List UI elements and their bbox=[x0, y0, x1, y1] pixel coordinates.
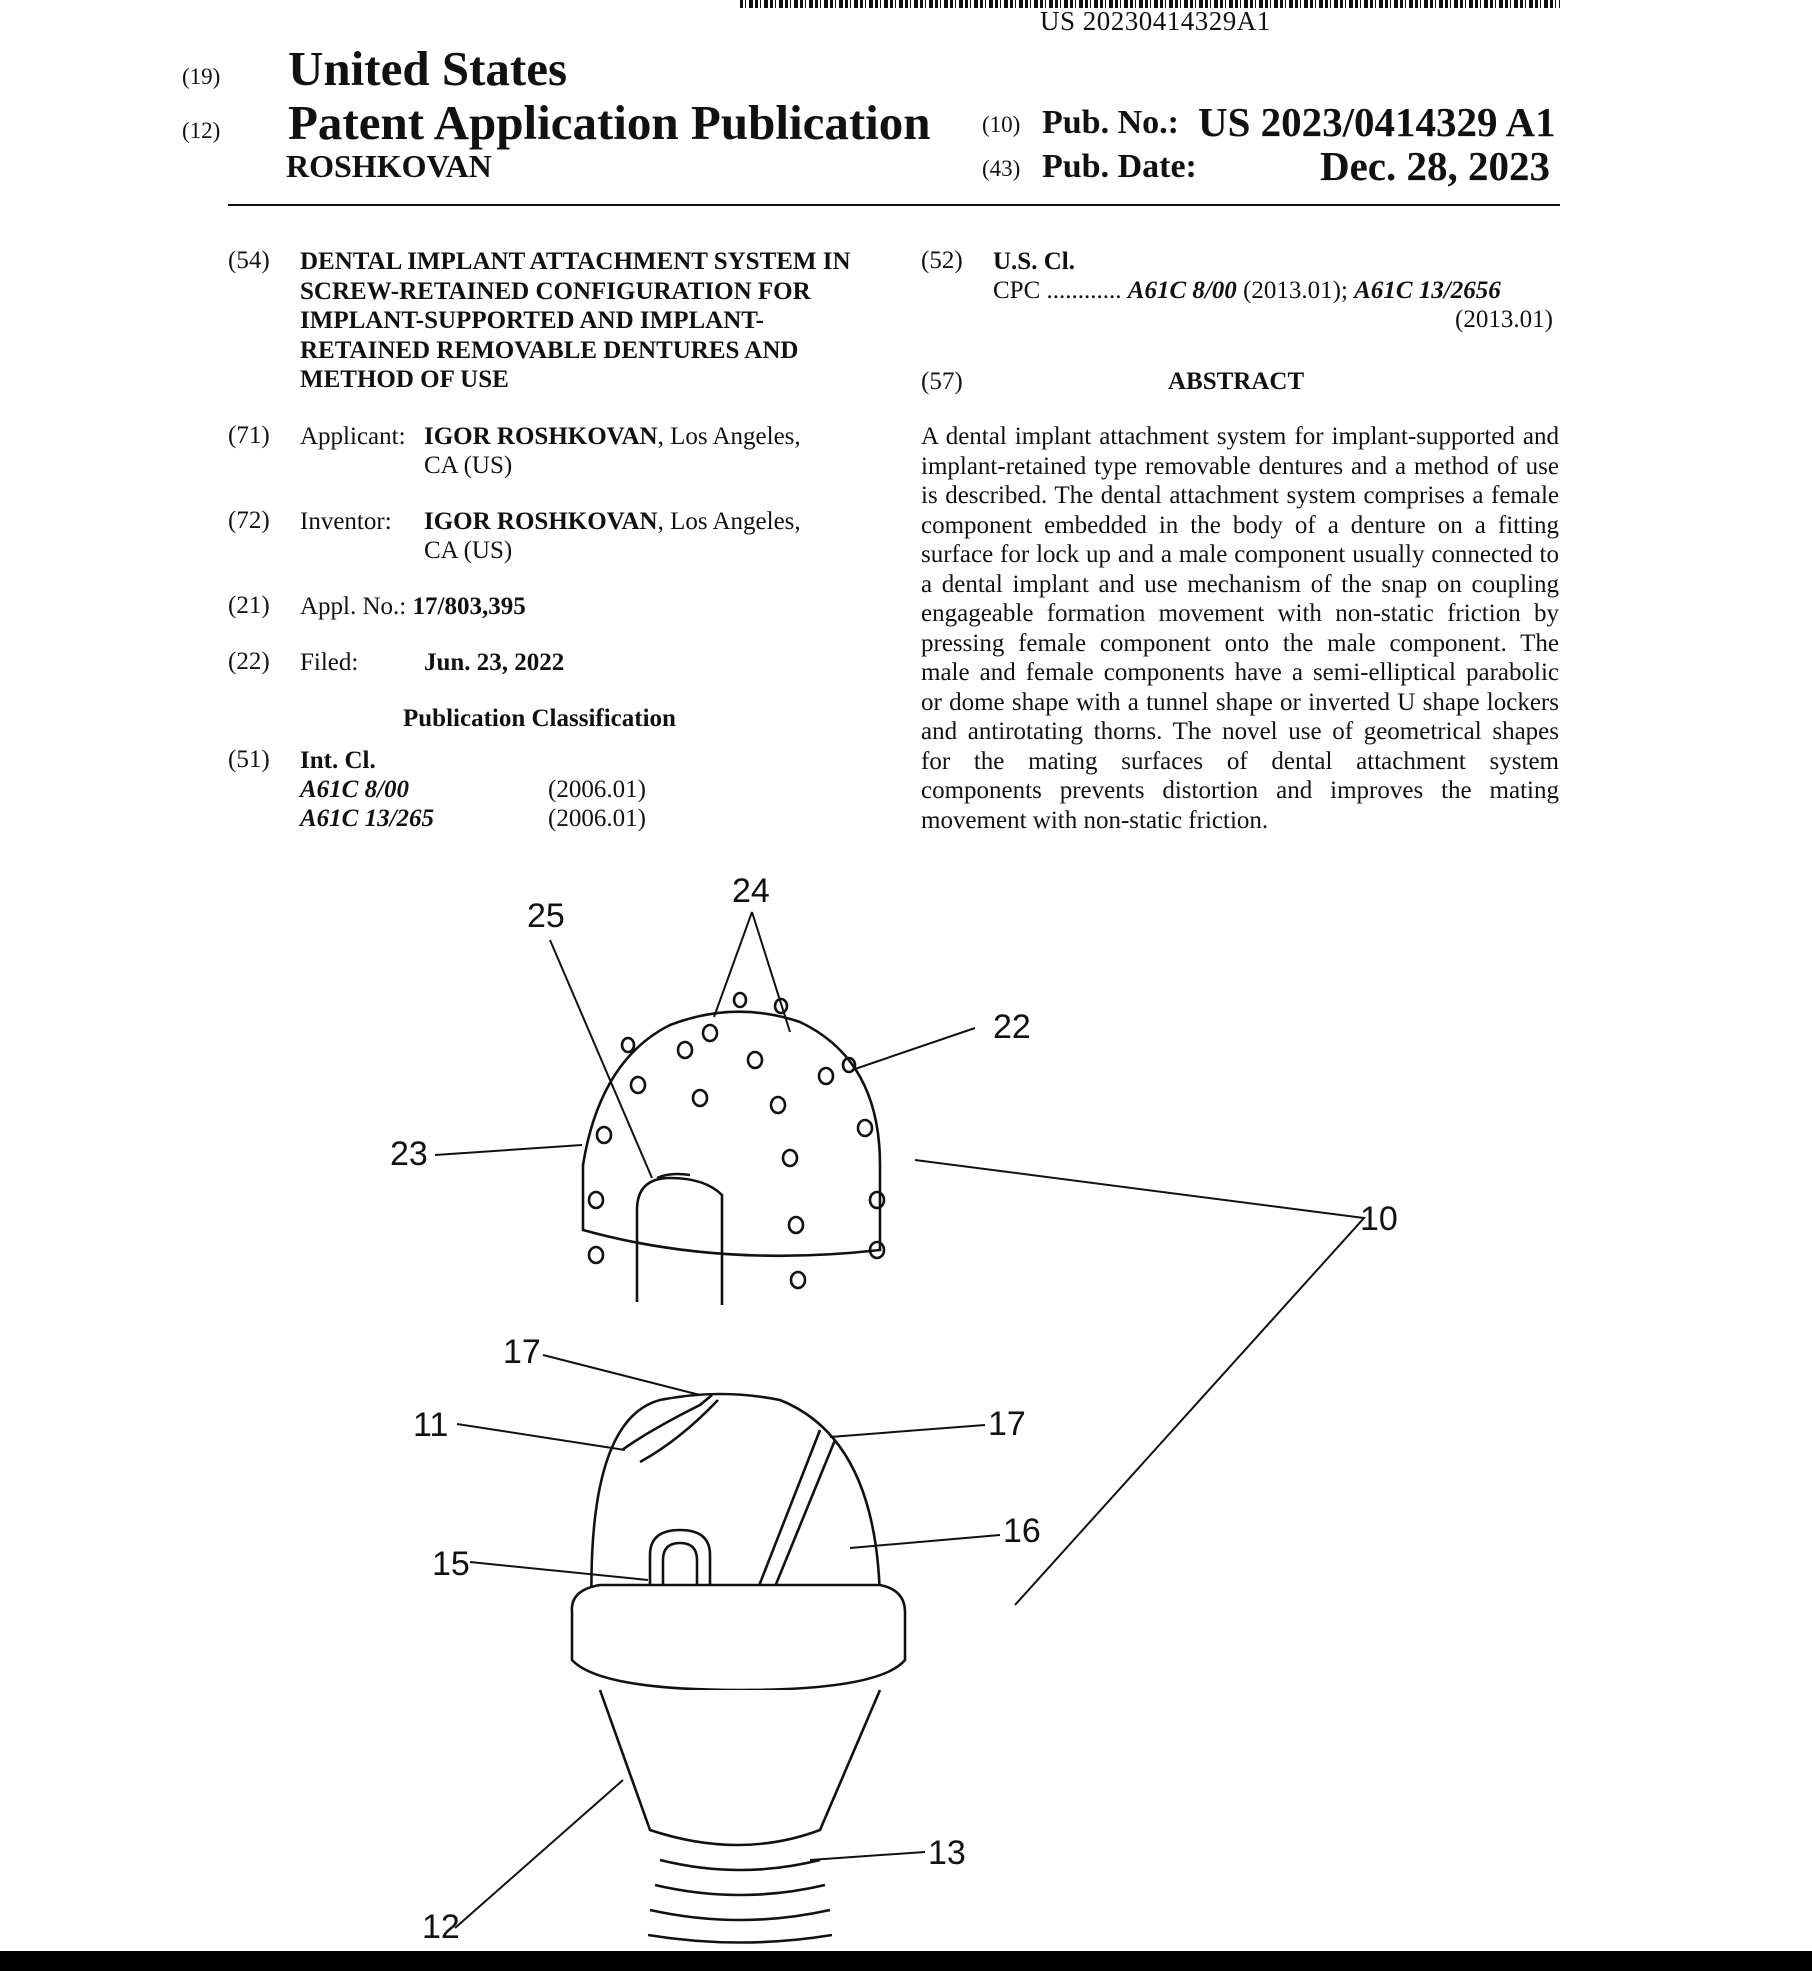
intcl-code-1: A61C 8/00 bbox=[300, 776, 410, 803]
pub-date: Dec. 28, 2023 bbox=[1320, 143, 1551, 189]
appl-no: 17/803,395 bbox=[412, 593, 526, 620]
applicant-location: , Los Angeles, bbox=[657, 423, 801, 450]
inventor-label: Inventor: bbox=[300, 508, 392, 535]
cpc-2: A61C 13/2656 bbox=[1354, 277, 1501, 304]
publication-type: Patent Application Publication bbox=[288, 95, 931, 150]
label-12: 12 bbox=[422, 1908, 460, 1946]
label-13: 13 bbox=[928, 1834, 966, 1872]
applicant-label: Applicant: bbox=[300, 423, 406, 450]
cpc-dots: ............ bbox=[1046, 277, 1122, 304]
label-17a: 17 bbox=[503, 1333, 541, 1371]
applicant-name: IGOR ROSHKOVAN bbox=[424, 423, 658, 450]
pub-no-label: Pub. No.: bbox=[1042, 104, 1179, 141]
inventor-name: IGOR ROSHKOVAN bbox=[424, 508, 658, 535]
filed-code: (22) bbox=[228, 648, 270, 675]
applicant-code: (71) bbox=[228, 422, 270, 449]
pub-number-top: US 20230414329A1 bbox=[1040, 6, 1271, 36]
appl-code: (21) bbox=[228, 592, 270, 619]
label-25: 25 bbox=[527, 897, 565, 935]
applicant-country: CA (US) bbox=[424, 452, 513, 479]
filed-date: Jun. 23, 2022 bbox=[424, 649, 565, 676]
uscl-label: U.S. Cl. bbox=[993, 248, 1075, 275]
cpc-label: CPC bbox=[993, 277, 1041, 304]
abstract-code: (57) bbox=[921, 368, 963, 395]
bottom-bar bbox=[0, 1951, 1812, 1971]
intcl-label: Int. Cl. bbox=[300, 747, 376, 774]
invention-title: DENTAL IMPLANT ATTACHMENT SYSTEM IN SCREW-RETAINED CONFIGURATION FOR IMPLANT-SUPPORTED AND IMPLANT-RETAINED REMOVABLE DENTURES AND METHOD OF USE bbox=[300, 248, 851, 393]
leader-lines bbox=[435, 912, 1364, 1928]
intcl-year-2: (2006.01) bbox=[548, 805, 646, 832]
inventor-short: ROSHKOVAN bbox=[286, 148, 492, 184]
inventor-location: , Los Angeles, bbox=[657, 508, 801, 535]
inventor-country: CA (US) bbox=[424, 537, 513, 564]
intcl-code-2: A61C 13/265 bbox=[300, 805, 435, 832]
appl-label: Appl. No.: bbox=[300, 593, 407, 620]
pub-date-code: (43) bbox=[982, 156, 1021, 181]
title-code: (54) bbox=[228, 247, 270, 274]
intcl-year-1: (2006.01) bbox=[548, 776, 646, 803]
label-16: 16 bbox=[1003, 1512, 1041, 1550]
male-component bbox=[572, 1394, 905, 1943]
inventor-code: (72) bbox=[228, 507, 270, 534]
abstract-text: A dental implant attachment system for implant-supported and implant-retained type removable dentures and a method of use is described. The dental attachment system comprises a female component embedded in the body of a denture on a fitting surface for lock up and a male component usually connected to a dental implant and use mechanism of the snap on coupling engageable formation movement with non-static friction by pressing female component onto the male component. The male and female components have a semi-elliptical parabolic or dome shape with a tunnel shape or inverted U shape lockers and antirotating thorns. The novel use of geometrical shapes for the mating surfaces of dental attachment system components prevents distortion and improves the mating movement with non-static friction. bbox=[921, 423, 1559, 834]
abstract-title: ABSTRACT bbox=[1168, 368, 1305, 395]
uscl-code: (52) bbox=[921, 247, 963, 274]
label-22: 22 bbox=[993, 1008, 1031, 1046]
label-10: 10 bbox=[1360, 1200, 1398, 1238]
intcl-code: (51) bbox=[228, 746, 270, 773]
cpc-2-year: (2013.01) bbox=[1455, 306, 1553, 333]
pub-no-code: (10) bbox=[982, 112, 1021, 137]
country: United States bbox=[288, 41, 568, 96]
cpc-1-year: (2013.01); bbox=[1243, 277, 1348, 304]
cpc-1: A61C 8/00 bbox=[1127, 277, 1237, 304]
label-15: 15 bbox=[432, 1545, 470, 1583]
pub-no: US 2023/0414329 A1 bbox=[1198, 99, 1556, 145]
figure-labels bbox=[390, 872, 1398, 1946]
pub-class-title: Publication Classification bbox=[403, 705, 676, 732]
label-11: 11 bbox=[413, 1406, 449, 1444]
country-code: (19) bbox=[182, 64, 221, 89]
pub-date-label: Pub. Date: bbox=[1042, 148, 1197, 185]
label-17b: 17 bbox=[988, 1405, 1026, 1443]
label-23: 23 bbox=[390, 1135, 428, 1173]
label-24: 24 bbox=[732, 872, 770, 910]
female-component bbox=[583, 993, 884, 1305]
type-code: (12) bbox=[182, 118, 221, 143]
filed-label: Filed: bbox=[300, 649, 359, 676]
